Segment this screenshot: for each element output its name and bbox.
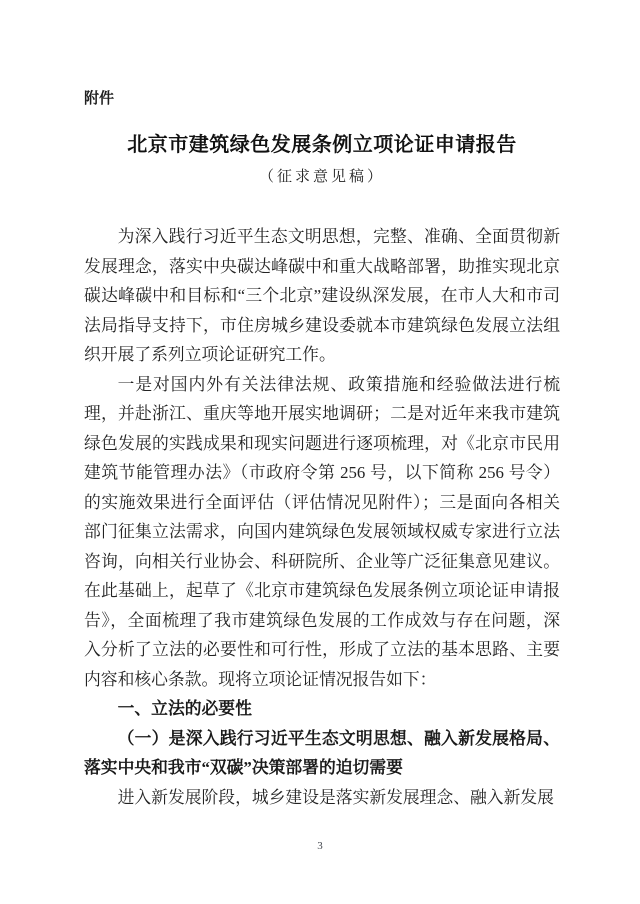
- paragraph-work-overview: 一是对国内外有关法律法规、政策措施和经验做法进行梳理，并赴浙江、重庆等地开展实地调研；二是对近年来我市建筑绿色发展的实践成果和现实问题进行逐项梳理，对《北京市民用建筑节能管理办法》（市政府令第 256 号，以下简称 256 号令）的实施效果进行全面评估（评估情况见附件）；三是面向各相关部门征集立法需求，向国内建筑绿色发展领域权威专家进行立法咨询，向相关行业协会、科研院所、企业等广泛征集意见建议。在此基础上，起草了《北京市建筑绿色发展条例立项论证申请报告》，全面梳理了我市建筑绿色发展的工作成效与存在问题，深入分析了立法的必要性和可行性，形成了立法的基本思路、主要内容和核心条款。现将立项论证情况报告如下：: [84, 374, 560, 689]
- subsection-heading-1: （一）是深入践行习近平生态文明思想、融入新发展格局、落实中央和我市“双碳”决策部署的迫切需要: [84, 728, 560, 777]
- paragraph-new-stage: 进入新发展阶段，城乡建设是落实新发展理念、融入新发展: [117, 787, 554, 807]
- document-subtitle: （征求意见稿）: [258, 169, 385, 185]
- page-number: 3: [317, 840, 323, 852]
- section-heading-necessity: 一、立法的必要性: [117, 699, 252, 718]
- paragraph-intro: 为深入践行习近平生态文明思想，完整、准确、全面贯彻新发展理念，落实中央碳达峰碳中和重大战略部署，助推实现北京碳达峰碳中和目标和“三个北京”建设纵深发展，在市人大和市司法局指导支持下，市住房城乡建设委就本市建筑绿色发展立法组织开展了系列立项论证研究工作。: [84, 227, 560, 364]
- document-content: [84, 0, 560, 812]
- document-title: 北京市建筑绿色发展条例立项论证申请报告: [127, 134, 517, 156]
- attachment-label: 附件: [84, 90, 115, 107]
- document-body: [84, 222, 560, 812]
